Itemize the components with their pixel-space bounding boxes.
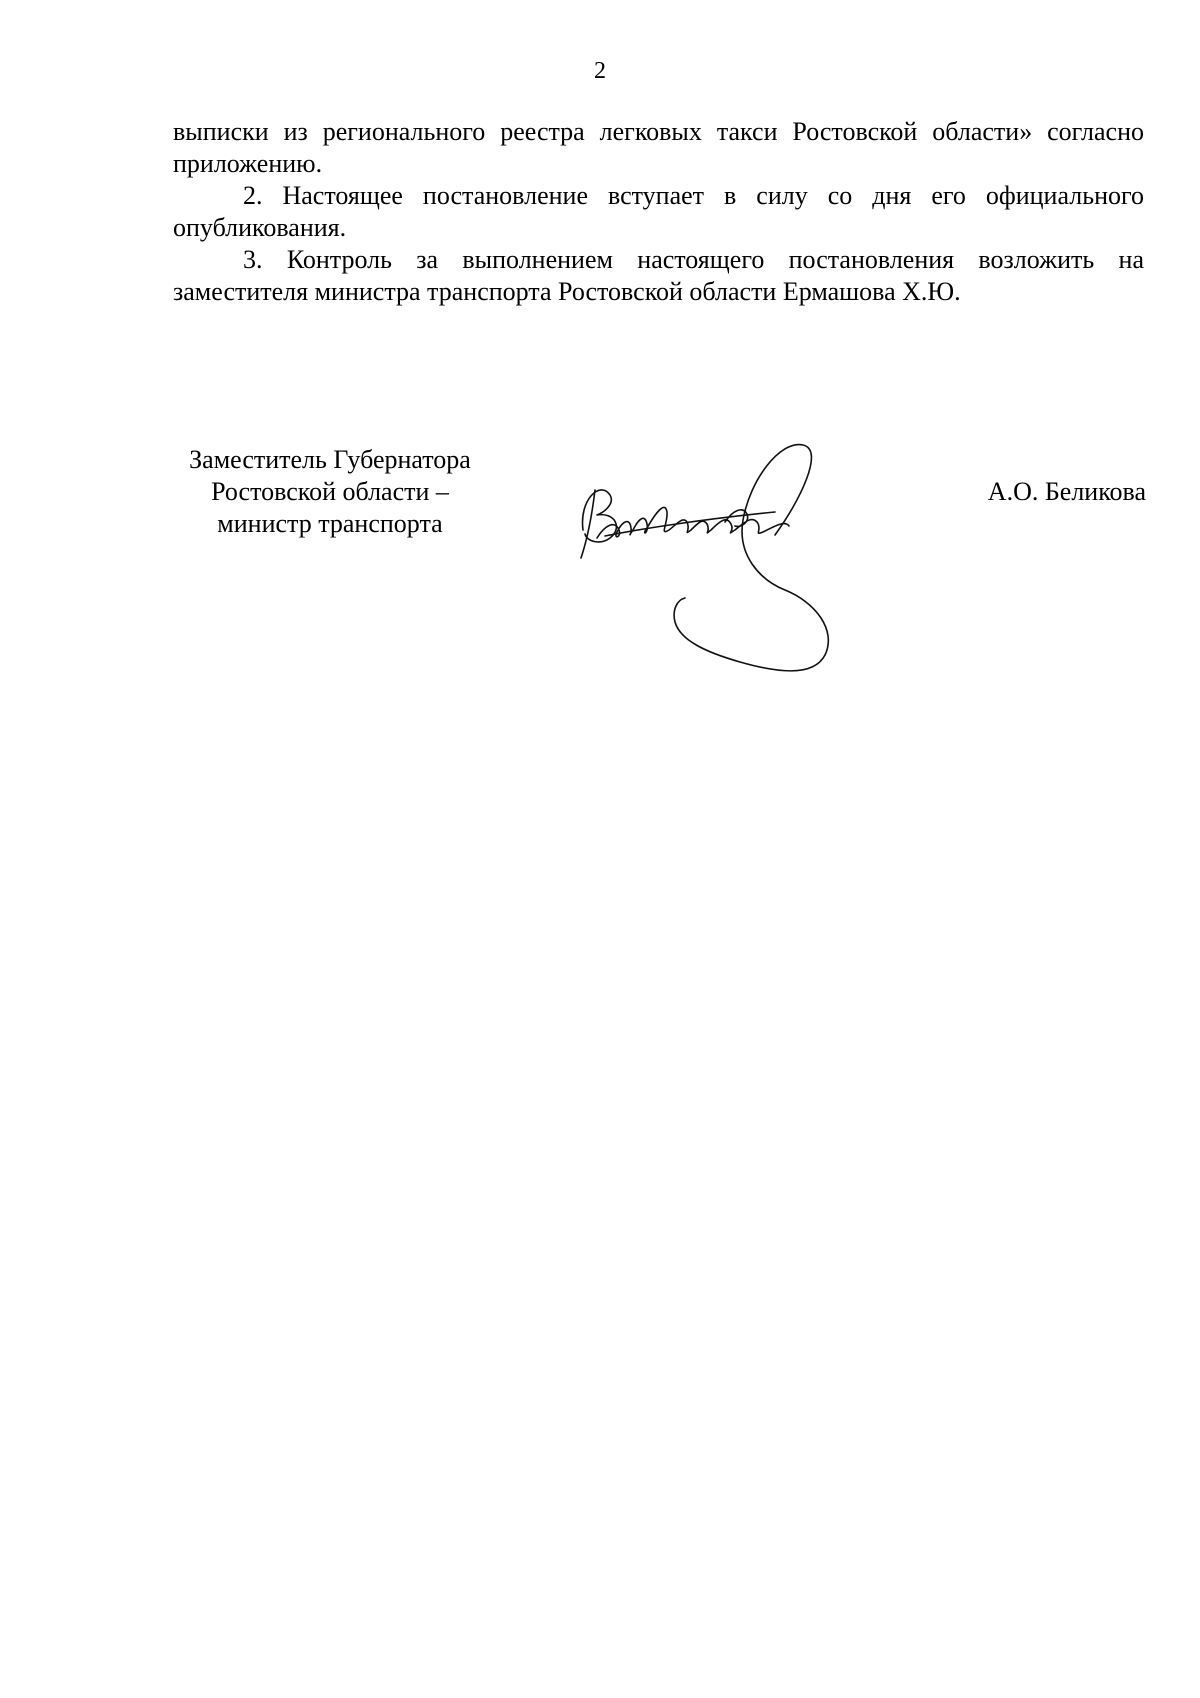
signatory-title-line: Заместитель Губернатора (189, 445, 471, 474)
paragraph-control: 3. Контроль за выполнением настоящего постановления возложить на заместителя министра транспорта Ростовской области Ермашова Х.Ю. (173, 245, 1144, 306)
page-number: 2 (594, 58, 606, 84)
paragraph-effective-date: 2. Настоящее постановление вступает в силу со дня его официального опубликования. (173, 181, 1144, 242)
signatory-name: А.О. Беликова (987, 477, 1146, 506)
signatory-title-line: министр транспорта (217, 509, 443, 538)
handwritten-signature (575, 440, 915, 680)
signatory-title-line: Ростовской области – (211, 477, 449, 506)
paragraph-continuation: выписки из регионального реестра легковых такси Ростовской области» согласно приложению. (173, 117, 1144, 178)
signatory-title (170, 444, 490, 540)
document-body (173, 116, 1144, 308)
